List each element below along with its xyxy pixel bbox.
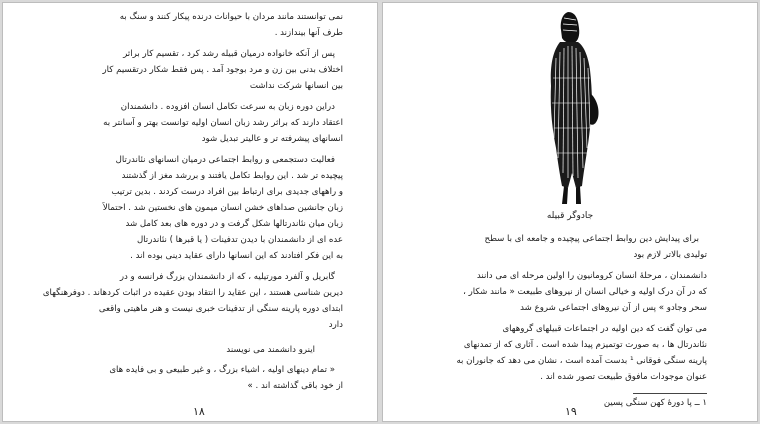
text-line: نمی توانستند مانند مردان با حیوانات درنده پیکار کنند و سنگ به	[119, 12, 343, 22]
text-line: عده ای از دانشمندان با دیدن تدفینات ( یا قبرها ) نئاندرتال	[136, 235, 343, 245]
text-line: پس از آنکه خانواده درمیان قبیله رشد کرد ، تقسیم کار براثر	[123, 49, 335, 59]
text-line: به این فکر افتادند که این انسانها دارای عقاید دینی بوده اند .	[130, 251, 343, 261]
page-number: ۱۸	[193, 405, 205, 418]
text-line: عنوان موجودات مافوق طبیعت تصور شده اند .	[540, 372, 707, 382]
text-line: ابتدای دوره پارینه سنگی از تدفینات خبری نیست و هنر ماهیتی واقعی	[98, 304, 343, 314]
footnote: ۱ ــ پا دورهٔ کهن سنگی پسین	[603, 398, 707, 408]
text-line: از خود باقی گذاشته اند . »	[247, 381, 343, 391]
text-line: زبان میان نئاندرتالها شکل گرفت و در دوره های بعد کامل شد	[125, 219, 343, 229]
text-line: تولیدی بالاتر لازم بود	[633, 250, 707, 260]
text-line: پیچیده تر شد . این روابط تکامل یافتند و بررشد مغز از گذشتند	[121, 171, 343, 181]
right-page	[383, 3, 757, 421]
text-line: دیرین شناسی هستند ، این عقاید را انتقاد بودن عقیده در اثبات کردهاند . دوفرهنگهای	[43, 288, 343, 298]
text-line: پارینه سنگی فوقانی ¹ بدست آمده است ، نشان می دهد که جانوران به	[456, 356, 707, 366]
text-line: زبان جانشین صداهای خشن انسان میمون های نخستین شد . احتمالاً	[102, 203, 343, 213]
text-line: برای پیدایش دین روابط اجتماعی پیچیده و جامعه ای با سطح	[484, 234, 699, 244]
footnote-rule	[633, 393, 707, 394]
tribal-sorcerer-illustration	[538, 8, 608, 208]
text-line: دارد	[328, 320, 343, 330]
text-line: « تمام دینهای اولیه ، اشیاء بزرگ ، و غیر طبیعی و بی فایده های	[109, 365, 335, 375]
text-line: نئاندرتال ها ، به صورت توتمیزم پیدا شده است . آثاری که از تمدنهای	[463, 340, 707, 350]
text-line: دانشمندان ، مرحلهٔ انسان کرومانیون را اولین مرحله ای می دانند	[476, 271, 707, 281]
figure-caption: جادوگر قبیله	[546, 211, 594, 221]
text-line: اعتقاد دارند که براثر رشد زبان انسان اولیه توانست بهتر و آسانتر به	[103, 118, 343, 128]
text-line: اختلاف بدنی بین زن و مرد بوجود آمد . پس فقط شکار درتقسیم کار	[102, 65, 343, 75]
text-line: می توان گفت که دین اولیه در اجتماعات قبیلهای گروههای	[502, 324, 707, 334]
text-line: بین انسانها شرکت نداشت	[249, 81, 343, 91]
text-line: انسانهای پیشرفته تر و عالیتر تبدیل شود	[201, 134, 343, 144]
text-line: سحر وجادو » پس از آن نیروهای اجتماعی شروع شد	[520, 303, 707, 313]
text-line: دراین دوره زبان به سرعت تکامل انسان افزوده . دانشمندان	[120, 102, 335, 112]
text-line: که در آن درک اولیه و خیالی انسان از نیروهای طبیعت « مانند شکار ،	[463, 287, 707, 297]
text-line: فعالیت دستجمعی و روابط اجتماعی درمیان انسانهای نئاندرتال	[115, 155, 335, 165]
text-line: اینرو دانشمند می نویسند	[226, 345, 315, 355]
text-line: طرف آنها بیندازند .	[274, 28, 343, 38]
text-line: گابریل و آلفرد مورتیلیه ، که از دانشمندان بزرگ فرانسه و در	[119, 272, 335, 282]
left-page	[3, 3, 377, 421]
text-line: و راههای جدیدی برای ارتباط بین افراد درست کردند . بدین ترتیب	[111, 187, 343, 197]
page-number: ۱۹	[565, 405, 577, 418]
